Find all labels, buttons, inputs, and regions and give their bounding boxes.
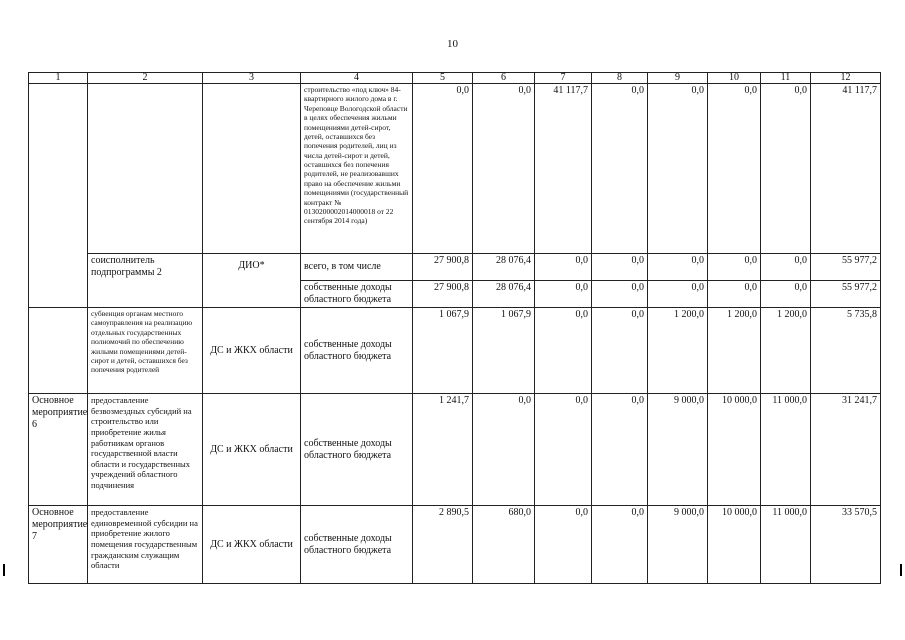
col-header: 11 (761, 73, 811, 84)
row5-executor: ДС и ЖКХ области (203, 506, 301, 584)
col-header: 2 (88, 73, 203, 84)
header-row (29, 73, 881, 84)
value-cell: 1 241,7 (413, 394, 473, 506)
value-cell: 28 076,4 (473, 281, 535, 308)
value-cell: 2 890,5 (413, 506, 473, 584)
table-row (29, 308, 881, 394)
table-row (29, 84, 881, 254)
scan-mark-left (3, 564, 5, 576)
table-row (29, 506, 881, 584)
value-cell: 55 977,2 (811, 281, 881, 308)
value-cell: 0,0 (535, 308, 592, 394)
value-cell: 41 117,7 (535, 84, 592, 254)
page-number: 10 (447, 38, 458, 50)
col-header: 7 (535, 73, 592, 84)
col-header: 4 (301, 73, 413, 84)
row2-source-a: всего, в том числе (301, 254, 413, 281)
value-cell: 0,0 (535, 254, 592, 281)
value-cell: 5 735,8 (811, 308, 881, 394)
row5-description: предоставление единовременной субсидии на приобретение жилого помещения государственным гражданским служащим области (88, 506, 203, 584)
value-cell: 0,0 (592, 84, 648, 254)
value-cell: 27 900,8 (413, 281, 473, 308)
value-cell: 0,0 (708, 84, 761, 254)
value-cell: 0,0 (413, 84, 473, 254)
row4-executor: ДС и ЖКХ области (203, 394, 301, 506)
value-cell: 31 241,7 (811, 394, 881, 506)
col-header: 1 (29, 73, 88, 84)
value-cell: 0,0 (708, 254, 761, 281)
col-header: 10 (708, 73, 761, 84)
row2-participant: соисполнитель подпрограммы 2 (88, 254, 203, 308)
col-header: 3 (203, 73, 301, 84)
value-cell: 1 200,0 (708, 308, 761, 394)
value-cell: 55 977,2 (811, 254, 881, 281)
row4-source: собственные доходы областного бюджета (301, 394, 413, 506)
value-cell: 1 200,0 (648, 308, 708, 394)
scan-mark-right (900, 564, 902, 576)
cell-empty (88, 84, 203, 254)
value-cell: 41 117,7 (811, 84, 881, 254)
value-cell: 0,0 (648, 281, 708, 308)
value-cell: 11 000,0 (761, 506, 811, 584)
value-cell: 1 067,9 (473, 308, 535, 394)
value-cell: 0,0 (592, 281, 648, 308)
col-header: 6 (473, 73, 535, 84)
row5-source: собственные доходы областного бюджета (301, 506, 413, 584)
row4-description: предоставление безвозмездных субсидий на строительство или приобретение жилья работникам органов государственной власти области и государственных учреждений областного подчинения (88, 394, 203, 506)
value-cell: 10 000,0 (708, 394, 761, 506)
value-cell: 0,0 (535, 394, 592, 506)
value-cell: 0,0 (535, 506, 592, 584)
value-cell: 11 000,0 (761, 394, 811, 506)
value-cell: 33 570,5 (811, 506, 881, 584)
value-cell: 1 200,0 (761, 308, 811, 394)
col-header: 5 (413, 73, 473, 84)
value-cell: 9 000,0 (648, 506, 708, 584)
cell-empty (29, 84, 88, 308)
value-cell: 0,0 (761, 281, 811, 308)
row1-description: строительство «под ключ» 84-квартирного жилого дома в г. Череповце Вологодской области в целях обеспечения жильми помещениями детей-сирот, детей, оставшихся без попечения родителей, лиц из числа детей-сирот и детей, оставшихся без попечения родителей, не реализовавших право на обеспечение жильми помещениями (государственный контракт № 0130200002014000018 от 22 сентября 2014 года) (301, 84, 413, 254)
value-cell: 0,0 (761, 254, 811, 281)
row2-source-b: собственные доходы областного бюджета (301, 281, 413, 308)
row4-name: Основное мероприятие 6 (29, 394, 88, 506)
value-cell: 680,0 (473, 506, 535, 584)
value-cell: 0,0 (473, 394, 535, 506)
value-cell: 28 076,4 (473, 254, 535, 281)
col-header: 8 (592, 73, 648, 84)
value-cell: 0,0 (592, 394, 648, 506)
value-cell: 0,0 (648, 84, 708, 254)
value-cell: 0,0 (648, 254, 708, 281)
value-cell: 10 000,0 (708, 506, 761, 584)
value-cell: 0,0 (473, 84, 535, 254)
value-cell: 0,0 (708, 281, 761, 308)
col-header: 9 (648, 73, 708, 84)
row3-source: собственные доходы областного бюджета (301, 308, 413, 394)
value-cell: 0,0 (761, 84, 811, 254)
table-row (29, 254, 881, 281)
cell-empty (29, 308, 88, 394)
col-header: 12 (811, 73, 881, 84)
value-cell: 0,0 (592, 308, 648, 394)
value-cell: 0,0 (592, 506, 648, 584)
value-cell: 0,0 (592, 254, 648, 281)
budget-table (28, 72, 881, 584)
value-cell: 1 067,9 (413, 308, 473, 394)
table-row (29, 394, 881, 506)
row5-name: Основное мероприятие 7 (29, 506, 88, 584)
value-cell: 27 900,8 (413, 254, 473, 281)
value-cell: 9 000,0 (648, 394, 708, 506)
row2-executor: ДИО* (203, 254, 301, 308)
cell-empty (203, 84, 301, 254)
row3-description: субвенция органам местного самоуправления на реализацию отдельных государственных полномочий по обеспечению жилыми помещениями детей-сирот и детей, оставшихся без попечения родителей (88, 308, 203, 394)
value-cell: 0,0 (535, 281, 592, 308)
row3-executor: ДС и ЖКХ области (203, 308, 301, 394)
